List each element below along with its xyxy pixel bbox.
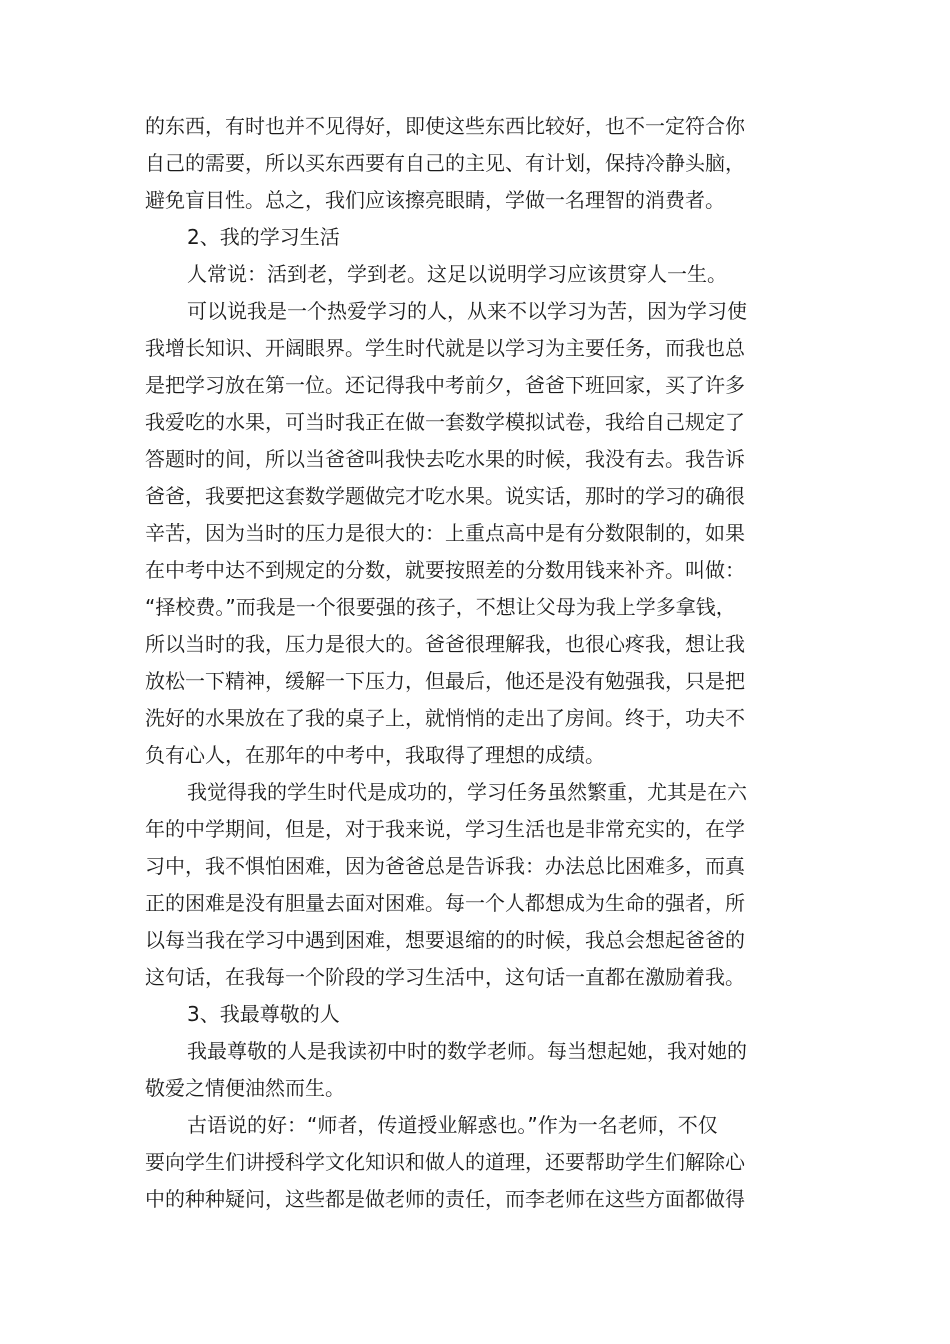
text-line: 放松一下精神，缓解一下压力，但最后，他还是没有勉强我，只是把 — [145, 669, 745, 693]
text-line: 正的困难是没有胆量去面对困难。每一个人都想成为生命的强者，所 — [145, 891, 745, 915]
text-line: 我增长知识、开阔眼界。学生时代就是以学习为主要任务，而我也总 — [145, 336, 745, 360]
text-line: “择校费。”而我是一个很要强的孩子，不想让父母为我上学多拿钱， — [145, 595, 736, 619]
text-line: 是把学习放在第一位。还记得我中考前夕，爸爸下班回家，买了许多 — [145, 373, 745, 397]
paragraph — [145, 774, 810, 996]
paragraph — [145, 293, 810, 774]
text-line: 的东西，有时也并不见得好，即使这些东西比较好，也不一定符合你 — [145, 114, 745, 138]
text-line: 敬爱之情便油然而生。 — [145, 1076, 345, 1100]
text-line: 洗好的水果放在了我的桌子上，就悄悄的走出了房间。终于，功夫不 — [145, 706, 745, 730]
paragraph — [145, 1107, 810, 1218]
text-line: 辛苦，因为当时的压力是很大的：上重点高中是有分数限制的，如果 — [145, 521, 745, 545]
paragraph — [145, 996, 810, 1033]
text-line: 这句话，在我每一个阶段的学习生活中，这句话一直都在激励着我。 — [145, 965, 745, 989]
text-line: 爸爸，我要把这套数学题做完才吃水果。说实话，那时的学习的确很 — [145, 484, 745, 508]
text-line: 我觉得我的学生时代是成功的，学习任务虽然繁重，尤其是在六 — [187, 780, 747, 804]
text-line: 负有心人，在那年的中考中，我取得了理想的成绩。 — [145, 743, 605, 767]
text-line: 我爱吃的水果，可当时我正在做一套数学模拟试卷，我给自己规定了 — [145, 410, 745, 434]
paragraph — [145, 219, 810, 256]
text-line: 自己的需要，所以买东西要有自己的主见、有计划，保持冷静头脑， — [145, 151, 745, 175]
text-line: 2、我的学习生活 — [187, 225, 340, 249]
text-line: 避免盲目性。总之，我们应该擦亮眼睛，学做一名理智的消费者。 — [145, 188, 725, 212]
text-line: 我最尊敬的人是我读初中时的数学老师。每当想起她，我对她的 — [187, 1039, 747, 1063]
text-line: 古语说的好：“师者，传道授业解惑也。”作为一名老师，不仅 — [187, 1113, 718, 1137]
text-line: 答题时的间，所以当爸爸叫我快去吃水果的时候，我没有去。我告诉 — [145, 447, 745, 471]
paragraph — [145, 256, 810, 293]
text-line: 3、我最尊敬的人 — [187, 1002, 340, 1026]
text-line: 所以当时的我，压力是很大的。爸爸很理解我，也很心疼我，想让我 — [145, 632, 745, 656]
document-page — [145, 108, 810, 1218]
paragraph — [145, 1033, 810, 1107]
text-line: 年的中学期间，但是，对于我来说，学习生活也是非常充实的，在学 — [145, 817, 745, 841]
text-line: 在中考中达不到规定的分数，就要按照差的分数用钱来补齐。叫做： — [145, 558, 745, 582]
paragraph — [145, 108, 810, 219]
text-line: 习中，我不惧怕困难，因为爸爸总是告诉我：办法总比困难多，而真 — [145, 854, 745, 878]
text-line: 可以说我是一个热爱学习的人，从来不以学习为苦，因为学习使 — [187, 299, 747, 323]
text-line: 中的种种疑问，这些都是做老师的责任，而李老师在这些方面都做得 — [145, 1187, 745, 1211]
text-line: 以每当我在学习中遇到困难，想要退缩的的时候，我总会想起爸爸的 — [145, 928, 745, 952]
text-line: 要向学生们讲授科学文化知识和做人的道理，还要帮助学生们解除心 — [145, 1150, 745, 1174]
text-line: 人常说：活到老，学到老。这足以说明学习应该贯穿人一生。 — [187, 262, 727, 286]
